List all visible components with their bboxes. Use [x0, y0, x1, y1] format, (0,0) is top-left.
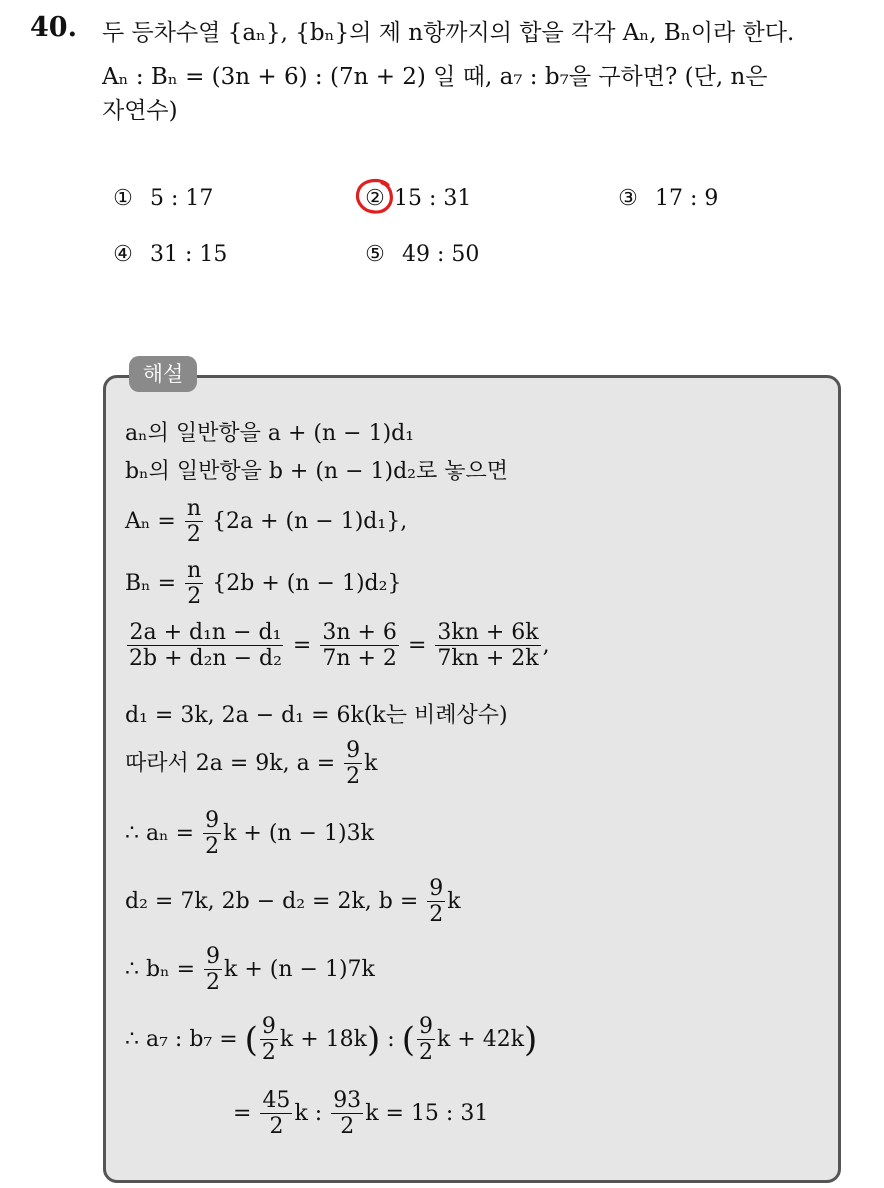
- line10-fraction: [204, 944, 222, 996]
- line10-den: 2: [206, 970, 221, 996]
- line12-fraction-1: [260, 1088, 292, 1140]
- line12-den1: 2: [269, 1114, 284, 1140]
- line11-fraction-2: [417, 1014, 435, 1066]
- line11-close-paren-2: ): [524, 1019, 538, 1060]
- line4-rhs: {2b + (n − 1)d₂}: [212, 570, 402, 596]
- choice-4-symbol: ④: [113, 242, 133, 267]
- line11-mid1: k + 18k: [279, 1026, 367, 1052]
- line5-f2-num: 3n + 6: [322, 620, 397, 645]
- choice-5-symbol: ⑤: [365, 242, 385, 267]
- line11-fraction-1: [260, 1014, 278, 1066]
- line8-num: 9: [205, 808, 220, 833]
- line9-pre: d₂ = 7k, 2b − d₂ = 2k, b =: [125, 888, 419, 914]
- question-text-line1: 두 등차수열 {aₙ}, {bₙ}의 제 n항까지의 합을 각각 Aₙ, Bₙ이라 한다.: [102, 20, 795, 46]
- choice-4-text: 31 : 15: [150, 242, 228, 267]
- line9-post: k: [447, 888, 461, 914]
- solution-line-1: aₙ의 일반항을 a + (n − 1)d₁: [125, 421, 415, 446]
- solution-line-12: [233, 1088, 488, 1140]
- choice-3-symbol: ③: [618, 186, 638, 211]
- solution-tab: 해설: [129, 356, 197, 392]
- line8-pre: ∴ aₙ =: [125, 820, 195, 846]
- question-text-line2: Aₙ : Bₙ = (3n + 6) : (7n + 2) 일 때, a₇ : b₇을 구하면? (단, n은: [102, 64, 768, 90]
- line5-f3-den: 7kn + 2k: [437, 646, 539, 672]
- line11-pre: ∴ a₇ : b₇ =: [125, 1026, 238, 1052]
- solution-line-7: [125, 738, 377, 790]
- line5-f3-num: 3kn + 6k: [437, 620, 539, 645]
- line12-den2: 2: [340, 1114, 355, 1140]
- line3-rhs: {2a + (n − 1)d₁},: [212, 508, 408, 534]
- question-text-line3: 자연수): [102, 98, 178, 124]
- solution-line-4: [125, 558, 401, 610]
- line12-num2: 93: [333, 1088, 362, 1113]
- line3-den: 2: [186, 522, 201, 548]
- line5-f1-num: 2a + d₁n − d₁: [129, 620, 282, 645]
- solution-line-11: [125, 1014, 537, 1066]
- line11-den1: 2: [261, 1040, 276, 1066]
- line5-end: ,: [542, 632, 550, 658]
- line11-open-paren-1: (: [244, 1019, 258, 1060]
- choice-1[interactable]: [112, 186, 213, 211]
- choice-1-text: 5 : 17: [150, 186, 214, 211]
- line10-num: 9: [206, 944, 221, 969]
- line5-eq2: =: [407, 632, 427, 658]
- choice-2-symbol: ②: [365, 186, 385, 211]
- line7-post: k: [364, 750, 378, 776]
- line8-post: k + (n − 1)3k: [223, 820, 374, 846]
- line7-fraction: [344, 738, 362, 790]
- line9-den: 2: [429, 902, 444, 928]
- line9-fraction: [427, 876, 445, 928]
- choice-3[interactable]: [617, 186, 718, 211]
- line12-fraction-2: [331, 1088, 363, 1140]
- line11-num1: 9: [261, 1014, 276, 1039]
- line12-mid: k :: [294, 1100, 323, 1126]
- solution-line-8: [125, 808, 374, 860]
- line5-eq1: =: [292, 632, 312, 658]
- choice-1-symbol: ①: [113, 186, 133, 211]
- line11-den2: 2: [418, 1040, 433, 1066]
- line10-post: k + (n − 1)7k: [224, 956, 375, 982]
- choice-3-text: 17 : 9: [655, 186, 719, 211]
- line8-den: 2: [205, 834, 220, 860]
- line5-f1-den: 2b + d₂n − d₂: [129, 646, 282, 672]
- line4-lhs: Bₙ =: [125, 570, 177, 596]
- solution-line-6: d₁ = 3k, 2a − d₁ = 6k(k는 비례상수): [125, 703, 508, 728]
- line3-lhs: Aₙ =: [125, 508, 176, 534]
- line3-fraction: [185, 496, 203, 548]
- line11-num2: 9: [418, 1014, 433, 1039]
- solution-line-2: bₙ의 일반항을 b + (n − 1)d₂로 놓으면: [125, 459, 509, 484]
- choice-4[interactable]: [112, 242, 227, 267]
- choice-2-text: 15 : 31: [394, 186, 472, 211]
- solution-line-5: [125, 620, 550, 672]
- choice-5[interactable]: [364, 242, 479, 267]
- line5-fraction-1: [127, 620, 284, 672]
- line7-num: 9: [346, 738, 361, 763]
- answer-mark-circle-icon: [354, 176, 396, 216]
- line3-num: n: [186, 496, 202, 521]
- line5-fraction-2: [320, 620, 399, 672]
- line12-post: k = 15 : 31: [365, 1100, 489, 1126]
- solution-line-10: [125, 944, 375, 996]
- line11-mid2: k + 42k: [436, 1026, 525, 1052]
- solution-line-3: [125, 496, 407, 548]
- line11-open-paren-2: (: [401, 1019, 415, 1060]
- line12-eq: =: [233, 1100, 252, 1126]
- choice-5-text: 49 : 50: [402, 242, 480, 267]
- line11-close-paren-1: ): [367, 1019, 381, 1060]
- line5-f2-den: 7n + 2: [322, 646, 397, 672]
- line7-pre: 따라서 2a = 9k, a =: [125, 750, 336, 776]
- line7-den: 2: [346, 764, 361, 790]
- line10-pre: ∴ bₙ =: [125, 956, 196, 982]
- line12-num1: 45: [262, 1088, 291, 1113]
- line4-fraction: [185, 558, 203, 610]
- solution-line-9: [125, 876, 461, 928]
- line4-num: n: [187, 558, 202, 583]
- line8-fraction: [203, 808, 221, 860]
- line11-colon: :: [387, 1026, 395, 1052]
- question-number: 40.: [30, 12, 77, 43]
- line9-num: 9: [429, 876, 444, 901]
- line5-fraction-3: [435, 620, 540, 672]
- line4-den: 2: [187, 584, 202, 610]
